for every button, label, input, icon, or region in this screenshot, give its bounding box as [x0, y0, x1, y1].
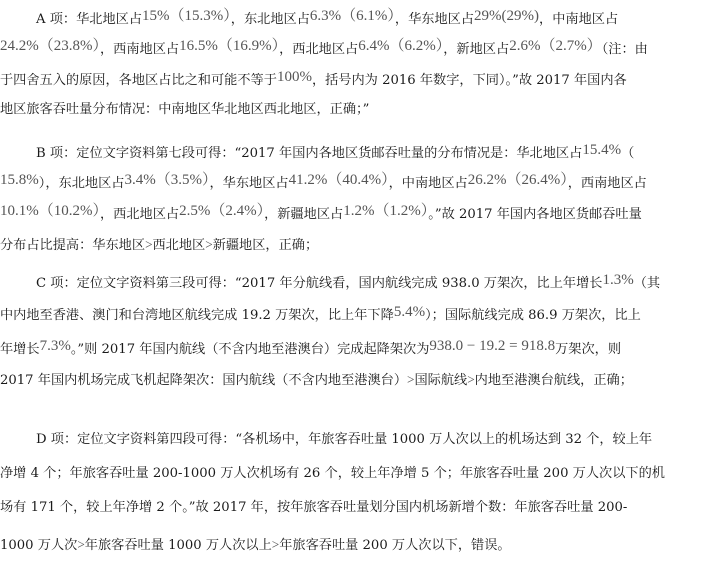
para-a-line-4 [0, 100, 717, 120]
para-a-line-3 [0, 70, 717, 91]
math: 3.4% [124, 172, 156, 188]
text: 。”则 2017 年国内航线（不含内地至港澳台）完成起降架次为 [70, 342, 430, 357]
text: ），东北地区占 [38, 176, 125, 191]
math: > [145, 237, 153, 252]
para-d-line-3 [0, 498, 717, 518]
text: 年旅客吞吐量 200 万人次以下，错误。 [279, 538, 511, 553]
text: 净增 4 个；年旅客吞吐量 200-1000 万人次机场有 26 个，较上年净增 5 个；年旅客吞吐量 200 万人次以下的机 [0, 466, 665, 481]
math: > [205, 237, 213, 252]
text: B 项：定位文字资料第七段可得：“2017 年国内各地区货邮吞吐量的分布情况是：华北地区占 [36, 146, 583, 161]
math: 15.4% [582, 142, 622, 158]
text: 西北地区 [152, 238, 206, 253]
para-b-line-1 [36, 143, 717, 164]
math: （26.4%） [506, 172, 568, 188]
math: 7.3% [39, 338, 71, 354]
para-d-line-2 [0, 464, 717, 484]
math: （15.3%） [169, 8, 231, 24]
math: （16.9%） [217, 38, 280, 54]
text: 中内地至香港、澳门和台湾地区航线完成 19.2 万架次，比上年下降 [0, 308, 394, 323]
text: ，西南地区占 [567, 176, 647, 191]
text: 新疆地区，正确； [212, 238, 319, 253]
math: 29% [474, 8, 502, 24]
math: （6.1%） [341, 8, 395, 24]
math: 2.5% [179, 203, 211, 219]
text: 国际航线 [414, 373, 468, 388]
math: 10.1% [0, 203, 39, 219]
text: 年增长 [0, 342, 40, 357]
math: （2.7%） [540, 38, 602, 54]
text: ，西北地区占 [279, 42, 359, 57]
text: C 项：定位文字资料第三段可得：“2017 年分航线看，国内航线完成 938.0 万架次，比上年增长 [36, 276, 603, 291]
math: （2.4%） [210, 203, 265, 219]
para-c-line-3 [0, 339, 717, 360]
para-c-line-4 [0, 370, 717, 391]
text: 。”故 2017 年国内各地区货邮吞吐量 [428, 207, 642, 222]
text: D 项：定位文字资料第四段可得：“各机场中，年旅客吞吐量 1000 万人次以上的机场达到 32 个，较上年 [36, 432, 653, 447]
math: > [467, 372, 475, 387]
text: ，东北地区占 [230, 12, 310, 27]
para-d-line-1 [36, 430, 717, 450]
math: 41.2% [288, 172, 328, 188]
para-b-line-4 [0, 235, 717, 256]
para-c-line-2 [0, 305, 717, 326]
math: > [271, 537, 280, 552]
text: 于四舍五入的原因，各地区占比之和可能不等于 [0, 73, 277, 88]
text: （ [621, 146, 635, 161]
math: （40.4%） [327, 172, 389, 188]
text: A 项：华北地区占 [36, 12, 143, 27]
text: （注：由 [601, 42, 648, 57]
text: 地区旅客吞吐量分布情况：中南地区华北地区西北地区，正确；” [0, 102, 370, 117]
math: （3.5%） [155, 172, 210, 188]
math: （6.2%） [389, 38, 444, 54]
math: 2.6% [509, 38, 541, 54]
math: （1.2%） [374, 203, 429, 219]
text: 万架次，则 [555, 342, 622, 357]
math: 938.0 − 19.2 = 918.8 [429, 338, 556, 354]
para-b-line-3 [0, 204, 717, 225]
text: ，华东地区占 [209, 176, 289, 191]
math: (29%) [501, 8, 540, 24]
para-b-line-2 [0, 173, 717, 194]
para-d-line-4 [0, 535, 717, 556]
math: > [407, 372, 415, 387]
para-a-line-2 [0, 39, 717, 60]
para-c-line-1 [36, 273, 717, 294]
text: 场有 171 个，较上年净增 2 个。”故 2017 年，按年旅客吞吐量划分国内机场新增个数：年旅客吞吐量 200- [0, 500, 628, 515]
text: 2017 年国内机场完成飞机起降架次：国内航线（不含内地至港澳台） [0, 373, 408, 388]
math: （10.2%） [38, 203, 100, 219]
text: ，西南地区占 [100, 42, 180, 57]
text: ，新疆地区占 [264, 207, 344, 222]
text: ，中南地区占 [388, 176, 468, 191]
para-a-line-1 [36, 9, 717, 30]
math: （23.8%） [38, 38, 100, 54]
text: ，西北地区占 [100, 207, 180, 222]
math: 6.3% [309, 8, 342, 24]
text: ）；国际航线完成 86.9 万架次，比上 [425, 308, 641, 323]
math: 100% [276, 69, 312, 85]
math: 15.8% [0, 172, 39, 188]
text: 分布占比提高：华东地区 [0, 238, 146, 253]
text: 1000 万人次 [0, 538, 78, 553]
text: 内地至港澳台航线，正确； [474, 373, 633, 388]
text: 年旅客吞吐量 1000 万人次以上 [84, 538, 272, 553]
math: > [77, 537, 85, 552]
text: ，括号内为 2016 年数字，下同）。”故 2017 年国内各 [311, 73, 627, 88]
text: （其 [633, 276, 661, 291]
math: 24.2% [0, 38, 39, 54]
text: ，新地区占 [443, 42, 510, 57]
math: 26.2% [467, 172, 507, 188]
text: ，华东地区占 [394, 12, 475, 27]
math: 5.4% [393, 304, 426, 320]
math: 15% [142, 8, 170, 24]
math: 6.4% [358, 38, 390, 54]
math: 16.5% [179, 38, 218, 54]
text: ，中南地区占 [539, 12, 619, 27]
math: 1.2% [343, 203, 375, 219]
math: 1.3% [602, 272, 634, 288]
